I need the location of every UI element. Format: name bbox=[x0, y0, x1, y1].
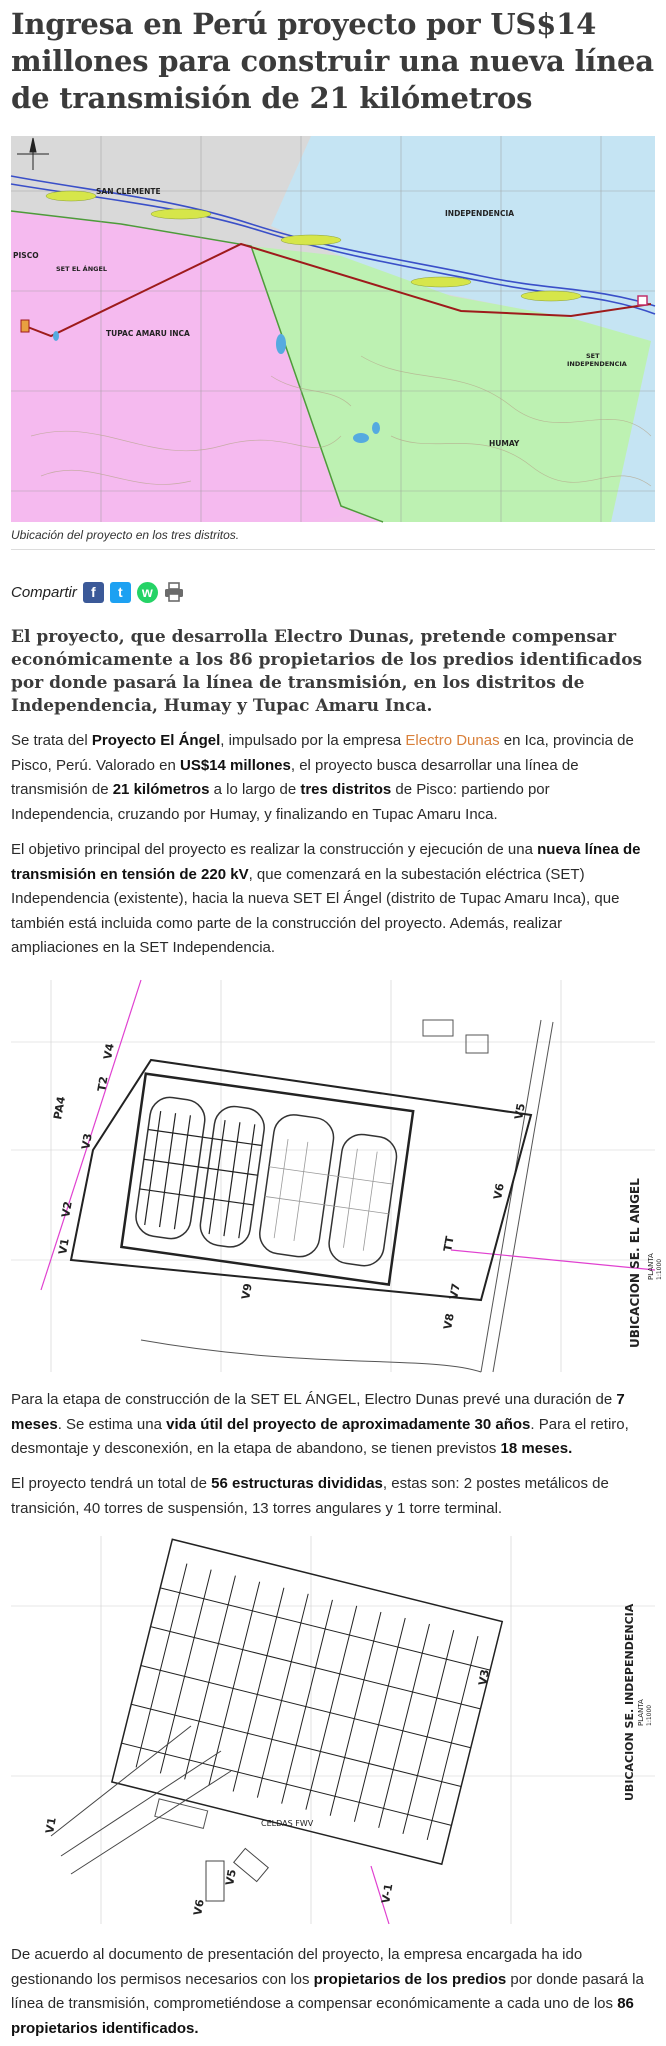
twitter-icon[interactable]: t bbox=[110, 582, 131, 603]
plan-set-independencia bbox=[11, 1536, 655, 1924]
divider bbox=[11, 549, 655, 550]
p1-bold: tres distritos bbox=[300, 781, 392, 798]
p3-bold: vida útil del proyecto de aproximadamente 30 años bbox=[166, 1415, 531, 1433]
p1-text: de Pisco: partiendo por Independencia, cruzando por Humay, y finalizando en Tupac Amaru Inca. bbox=[11, 781, 550, 823]
plan1-sub: PLANTA bbox=[647, 1253, 655, 1280]
article-title: Ingresa en Perú proyecto por US$14 millones para construir una nueva línea de transmisión de 21 kilómetros bbox=[11, 7, 654, 115]
p4-text: El proyecto tendrá un total de bbox=[11, 1475, 212, 1492]
facebook-icon[interactable]: f bbox=[83, 582, 104, 603]
p2-text: , que comenzará en la subestación eléctrica (SET) Independencia (existente), hacia la nueva SET El Ángel (distrito de Tupac Amaru Inca), que también está incluida como parte de la construcción del proyecto. Además, realizar ampliaciones en la SET Independencia. bbox=[11, 865, 620, 956]
paragraph-2 bbox=[11, 838, 651, 961]
paragraph-5 bbox=[11, 1943, 651, 2041]
share-label: Compartir bbox=[11, 583, 77, 601]
p1-text: en Ica, provincia de Pisco, Perú. Valorado en bbox=[11, 732, 634, 774]
plan1-title: UBICACION SE. EL ANGEL bbox=[628, 1178, 642, 1348]
lead-paragraph: El proyecto, que desarrolla Electro Dunas, pretende compensar económicamente a los 86 propietarios de los predios identificados por donde pasará la línea de transmisión, en los distritos de Independencia, Humay y Tupac Amaru Inca. bbox=[11, 627, 643, 716]
plan2-label-v1: V1 bbox=[43, 1816, 59, 1835]
p2-text: El objetivo principal del proyecto es realizar la construcción y ejecución de una bbox=[11, 841, 538, 858]
plan2-scale: 1:1000 bbox=[646, 1704, 653, 1726]
article bbox=[11, 0, 655, 117]
label-v5: V5 bbox=[512, 1102, 528, 1121]
plan-set-el-angel bbox=[11, 980, 663, 1372]
label-v8: V8 bbox=[441, 1312, 457, 1331]
p5-bold: 86 propietarios identificados. bbox=[11, 1995, 634, 2037]
project-map bbox=[11, 136, 655, 522]
paragraph-1 bbox=[11, 729, 651, 827]
p3-bold: 18 meses. bbox=[500, 1440, 573, 1457]
p1-bold: Proyecto El Ángel bbox=[91, 732, 221, 749]
map-label-tupac: TUPAC AMARU INCA bbox=[106, 329, 190, 338]
map-label-pisco: PISCO bbox=[13, 251, 39, 260]
p2-bold: nueva línea de transmisión en tensión de 220 kV bbox=[11, 841, 641, 883]
label-v3: V3 bbox=[79, 1132, 95, 1151]
p5-text: por donde pasará la línea de transmisión, comprometiéndose a compensar económicamente a cada uno de los bbox=[11, 1970, 644, 2012]
paragraph-3 bbox=[11, 1388, 651, 1462]
p1-text: , el proyecto busca desarrollar una línea de transmisión de bbox=[11, 756, 579, 798]
map-label-san-clemente: SAN CLEMENTE bbox=[96, 187, 161, 196]
p1-text: , impulsado por la empresa bbox=[220, 732, 406, 749]
p5-text: De acuerdo al documento de presentación del proyecto, la empresa encargada ha ido gestionando los permisos necesarios con los bbox=[11, 1946, 583, 1988]
p4-bold: 56 estructuras divididas bbox=[211, 1475, 383, 1492]
map-label-set-2: INDEPENDENCIA bbox=[567, 360, 627, 368]
map-label-set-1: SET bbox=[586, 352, 600, 360]
paragraph-4 bbox=[11, 1472, 651, 1521]
p3-bold: 7 meses bbox=[11, 1391, 625, 1433]
label-pa4: PA4 bbox=[51, 1095, 68, 1121]
p3-text: . Para el retiro, desmontaje y desconexión, en la etapa de abandono, se tienen previstos bbox=[11, 1415, 629, 1457]
p1-text: a lo largo de bbox=[209, 781, 301, 798]
p3-text: Para la etapa de construcción de la SET EL ÁNGEL, Electro Dunas prevé una duración de bbox=[11, 1391, 617, 1408]
label-v9: V9 bbox=[239, 1282, 255, 1301]
label-v7: V7 bbox=[447, 1282, 463, 1301]
p4-text: , estas son: 2 postes metálicos de transición, 40 torres de suspensión, 13 torres angulares y 1 torre terminal. bbox=[11, 1475, 609, 1517]
plan2-label-celdas: CELDAS FWV bbox=[261, 1819, 314, 1828]
plan2-label-v3: V3 bbox=[476, 1668, 492, 1687]
label-v6: V6 bbox=[491, 1182, 507, 1201]
p1-text: Se trata del bbox=[11, 732, 92, 749]
label-v1: V1 bbox=[56, 1237, 72, 1256]
label-v2: V2 bbox=[59, 1200, 75, 1219]
label-v4: V4 bbox=[101, 1042, 117, 1061]
p5-bold: propietarios de los predios bbox=[313, 1970, 507, 1988]
p1-bold: US$14 millones bbox=[179, 756, 291, 774]
whatsapp-icon[interactable]: w bbox=[137, 582, 158, 603]
plan2-label-v1b: V-1 bbox=[379, 1882, 396, 1905]
p1-bold: 21 kilómetros bbox=[112, 781, 210, 798]
map-label-set-el-angel: SET EL ÁNGEL bbox=[56, 265, 108, 273]
plan2-sub: PLANTA bbox=[637, 1699, 645, 1726]
electro-dunas-link[interactable]: Electro Dunas bbox=[405, 732, 500, 749]
map-caption: Ubicación del proyecto en los tres distritos. bbox=[11, 528, 240, 542]
map-label-humay: HUMAY bbox=[489, 439, 520, 448]
label-tt: TT bbox=[441, 1235, 457, 1253]
plan2-label-v5: V5 bbox=[223, 1868, 239, 1887]
p3-text: . Se estima una bbox=[57, 1415, 167, 1433]
plan2-title: UBICACION SE. INDEPENDENCIA bbox=[623, 1603, 636, 1801]
share-bar bbox=[11, 580, 191, 604]
label-t2: T2 bbox=[95, 1075, 111, 1093]
plan1-scale: 1:1000 bbox=[656, 1258, 663, 1280]
print-icon[interactable] bbox=[164, 582, 185, 603]
plan2-label-v6: V6 bbox=[191, 1898, 207, 1917]
map-label-independencia: INDEPENDENCIA bbox=[445, 209, 515, 218]
